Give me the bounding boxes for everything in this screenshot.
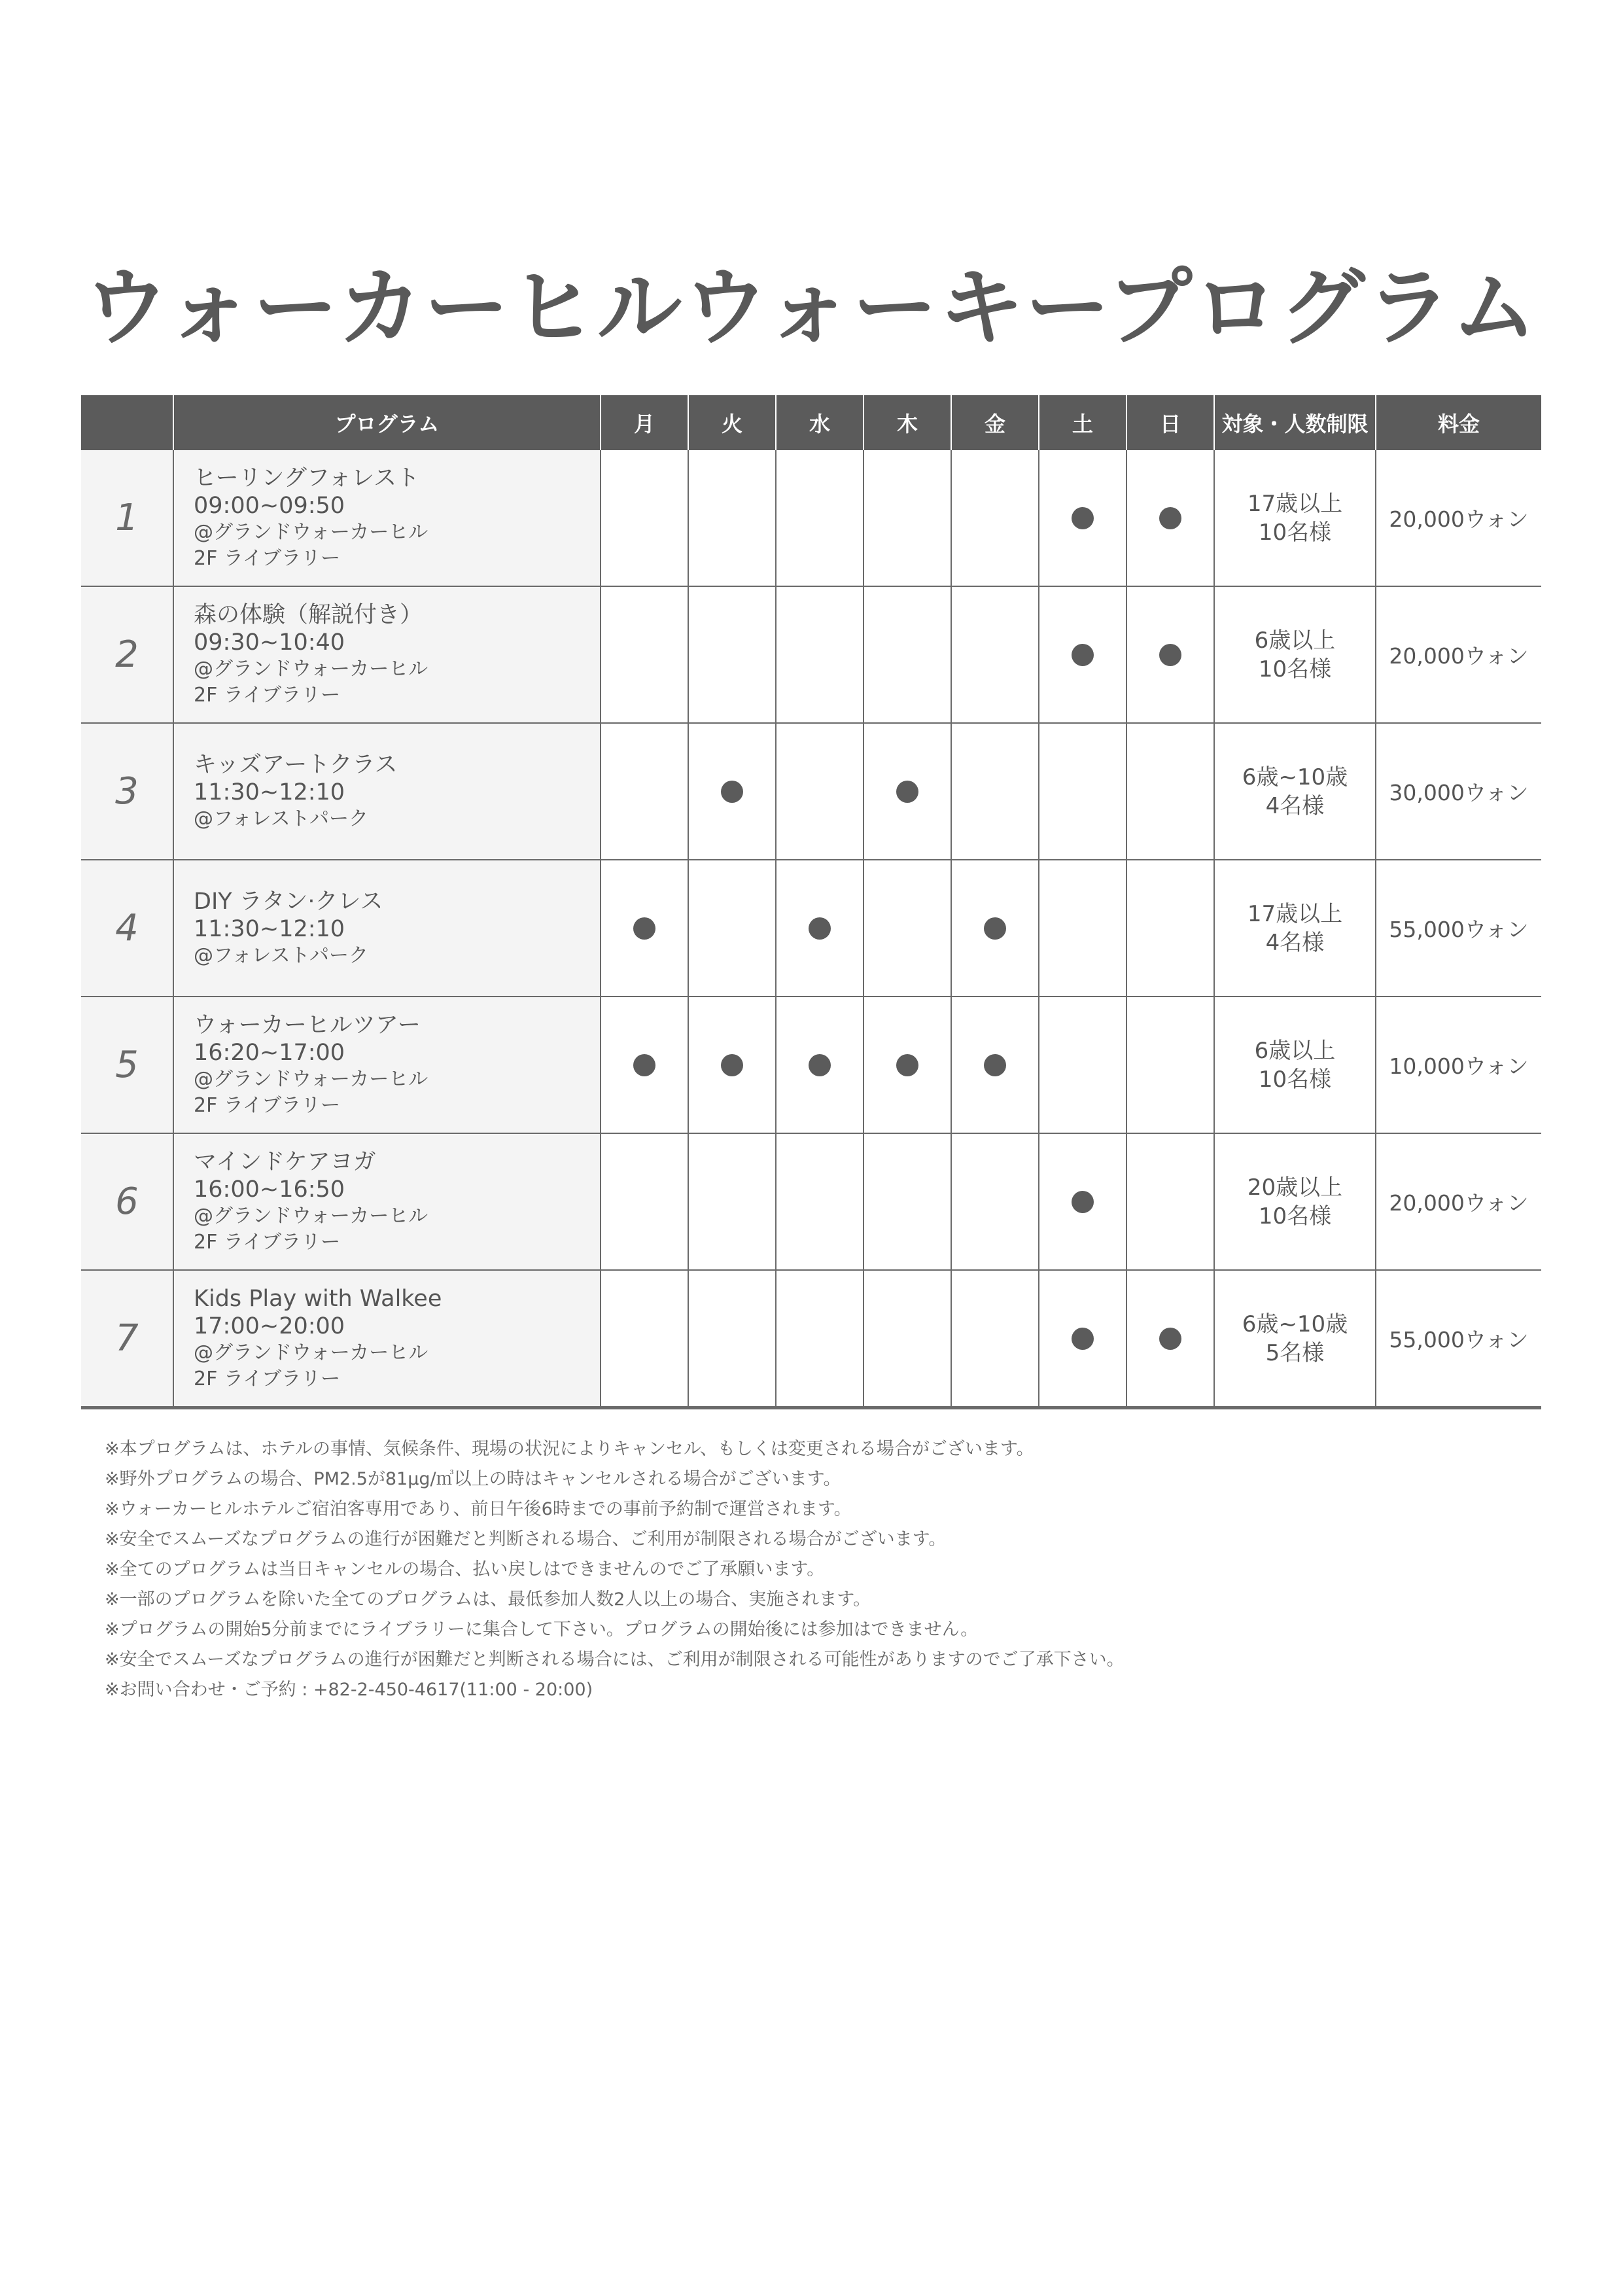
program-location: @フォレストパーク bbox=[194, 944, 368, 967]
day-cell-thu bbox=[864, 860, 951, 997]
note-item: ※安全でスムーズなプログラムの進行が困難だと判断される場合、ご利用が制限される場合がございます。 bbox=[105, 1529, 947, 1549]
program-location: 2F ライブラリー bbox=[194, 1230, 341, 1254]
program-cell bbox=[173, 450, 601, 586]
day-cell-sat bbox=[1039, 586, 1126, 723]
program-time: 11:30~12:10 bbox=[194, 779, 345, 805]
day-cell-thu bbox=[864, 450, 951, 586]
price-cell: 20,000ウォン bbox=[1376, 1133, 1541, 1270]
program-location: 2F ライブラリー bbox=[194, 683, 341, 707]
table-row bbox=[81, 1133, 1541, 1270]
program-cell bbox=[173, 723, 601, 860]
note-item: ※ウォーカーヒルホテルご宿泊客専用であり、前日午後6時までの事前予約制で運営されます。 bbox=[105, 1499, 852, 1519]
target-capacity: 10名様 bbox=[1258, 1066, 1332, 1093]
table-row bbox=[81, 723, 1541, 860]
day-cell-mon bbox=[601, 997, 688, 1133]
program-time: 09:30~10:40 bbox=[194, 629, 345, 656]
program-location: @グランドウォーカーヒル bbox=[194, 1067, 428, 1091]
available-dot-icon bbox=[633, 917, 655, 940]
program-cell bbox=[173, 1270, 601, 1408]
day-cell-tue bbox=[688, 450, 776, 586]
program-name: マインドケアヨガ bbox=[194, 1148, 376, 1175]
available-dot-icon bbox=[984, 1054, 1006, 1076]
day-cell-sun bbox=[1126, 723, 1214, 860]
program-name: Kids Play with Walkee bbox=[194, 1285, 442, 1312]
day-cell-sat bbox=[1039, 723, 1126, 860]
target-age: 6歳~10歳 bbox=[1242, 1311, 1348, 1337]
price-cell: 30,000ウォン bbox=[1376, 723, 1541, 860]
day-cell-sun bbox=[1126, 1133, 1214, 1270]
available-dot-icon bbox=[721, 1054, 743, 1076]
program-time: 16:20~17:00 bbox=[194, 1039, 345, 1066]
target-capacity: 10名様 bbox=[1258, 656, 1332, 682]
day-cell-thu bbox=[864, 586, 951, 723]
day-cell-tue bbox=[688, 860, 776, 997]
header-day-tue: 火 bbox=[688, 395, 776, 450]
available-dot-icon bbox=[1072, 644, 1094, 666]
row-number: 3 bbox=[81, 723, 173, 860]
day-cell-sat bbox=[1039, 1133, 1126, 1270]
target-capacity: 5名様 bbox=[1265, 1339, 1325, 1366]
day-cell-thu bbox=[864, 997, 951, 1133]
day-cell-thu bbox=[864, 1133, 951, 1270]
day-cell-sun bbox=[1126, 997, 1214, 1133]
program-name: DIY ラタン·クレス bbox=[194, 888, 383, 915]
program-cell bbox=[173, 860, 601, 997]
day-cell-sun bbox=[1126, 450, 1214, 586]
day-cell-fri bbox=[951, 586, 1039, 723]
available-dot-icon bbox=[1159, 644, 1181, 666]
page-title: ウォーカーヒルウォーキープログラム bbox=[84, 258, 1539, 357]
header-day-sun: 日 bbox=[1126, 395, 1214, 450]
price-cell: 20,000ウォン bbox=[1376, 586, 1541, 723]
day-cell-wed bbox=[776, 860, 864, 997]
program-location: @グランドウォーカーヒル bbox=[194, 520, 428, 544]
available-dot-icon bbox=[1072, 1191, 1094, 1213]
note-item: ※プログラムの開始5分前までにライブラリーに集合して下さい。プログラムの開始後には参加はできません。 bbox=[105, 1619, 979, 1640]
program-time: 17:00~20:00 bbox=[194, 1313, 345, 1339]
day-cell-thu bbox=[864, 1270, 951, 1408]
row-number: 5 bbox=[81, 997, 173, 1133]
day-cell-sun bbox=[1126, 1270, 1214, 1408]
day-cell-mon bbox=[601, 1270, 688, 1408]
available-dot-icon bbox=[633, 1054, 655, 1076]
program-location: @グランドウォーカーヒル bbox=[194, 1204, 428, 1227]
price-cell: 20,000ウォン bbox=[1376, 450, 1541, 586]
program-time: 11:30~12:10 bbox=[194, 915, 345, 942]
day-cell-mon bbox=[601, 723, 688, 860]
header-day-thu: 木 bbox=[864, 395, 951, 450]
day-cell-mon bbox=[601, 860, 688, 997]
program-name: ヒーリングフォレスト bbox=[194, 465, 420, 491]
table-row bbox=[81, 860, 1541, 997]
price-cell: 10,000ウォン bbox=[1376, 997, 1541, 1133]
target-age: 20歳以上 bbox=[1247, 1174, 1343, 1201]
day-cell-sat bbox=[1039, 450, 1126, 586]
program-location: @グランドウォーカーヒル bbox=[194, 657, 428, 680]
notes-list bbox=[105, 1434, 1125, 1705]
day-cell-fri bbox=[951, 997, 1039, 1133]
program-location: 2F ライブラリー bbox=[194, 1367, 341, 1390]
day-cell-tue bbox=[688, 997, 776, 1133]
day-cell-tue bbox=[688, 723, 776, 860]
day-cell-mon bbox=[601, 586, 688, 723]
program-schedule-table bbox=[81, 395, 1541, 1409]
target-cell bbox=[1214, 997, 1376, 1133]
available-dot-icon bbox=[809, 1054, 831, 1076]
target-cell bbox=[1214, 1133, 1376, 1270]
note-item: ※一部のプログラムを除いた全てのプログラムは、最低参加人数2人以上の場合、実施されます。 bbox=[105, 1589, 871, 1610]
row-number: 7 bbox=[81, 1270, 173, 1408]
available-dot-icon bbox=[896, 781, 918, 803]
target-age: 6歳以上 bbox=[1254, 1037, 1336, 1064]
available-dot-icon bbox=[896, 1054, 918, 1076]
program-name: ウォーカーヒルツアー bbox=[194, 1012, 421, 1038]
program-cell bbox=[173, 997, 601, 1133]
target-age: 6歳以上 bbox=[1254, 627, 1336, 654]
table-header-row bbox=[81, 395, 1541, 450]
day-cell-tue bbox=[688, 586, 776, 723]
row-number: 6 bbox=[81, 1133, 173, 1270]
price-cell: 55,000ウォン bbox=[1376, 1270, 1541, 1408]
note-item: ※本プログラムは、ホテルの事情、気候条件、現場の状況によりキャンセル、もしくは変更される場合がございます。 bbox=[105, 1439, 1034, 1459]
day-cell-wed bbox=[776, 997, 864, 1133]
target-age: 17歳以上 bbox=[1247, 490, 1343, 517]
day-cell-tue bbox=[688, 1133, 776, 1270]
target-age: 17歳以上 bbox=[1247, 900, 1343, 927]
program-location: @フォレストパーク bbox=[194, 807, 368, 830]
day-cell-sat bbox=[1039, 1270, 1126, 1408]
available-dot-icon bbox=[809, 917, 831, 940]
header-price: 料金 bbox=[1376, 395, 1541, 450]
day-cell-sun bbox=[1126, 860, 1214, 997]
program-cell bbox=[173, 586, 601, 723]
header-target: 対象・人数制限 bbox=[1214, 395, 1376, 450]
note-item: ※全てのプログラムは当日キャンセルの場合、払い戻しはできませんのでご了承願います。 bbox=[105, 1559, 825, 1580]
day-cell-mon bbox=[601, 450, 688, 586]
target-cell bbox=[1214, 586, 1376, 723]
program-location: 2F ライブラリー bbox=[194, 1093, 341, 1117]
target-capacity: 4名様 bbox=[1265, 929, 1325, 956]
day-cell-thu bbox=[864, 723, 951, 860]
program-name: キッズアートクラス bbox=[194, 751, 398, 778]
row-number: 1 bbox=[81, 450, 173, 586]
program-time: 16:00~16:50 bbox=[194, 1176, 345, 1203]
available-dot-icon bbox=[1072, 507, 1094, 529]
day-cell-tue bbox=[688, 1270, 776, 1408]
table-row bbox=[81, 997, 1541, 1133]
note-item: ※お問い合わせ・ご予約 : +82-2-450-4617(11:00 - 20:00) bbox=[105, 1680, 593, 1700]
available-dot-icon bbox=[984, 917, 1006, 940]
program-time: 09:00~09:50 bbox=[194, 492, 345, 519]
day-cell-fri bbox=[951, 1270, 1039, 1408]
day-cell-fri bbox=[951, 1133, 1039, 1270]
day-cell-sun bbox=[1126, 586, 1214, 723]
table-body bbox=[81, 450, 1541, 1408]
day-cell-mon bbox=[601, 1133, 688, 1270]
header-day-sat: 土 bbox=[1039, 395, 1126, 450]
row-number: 4 bbox=[81, 860, 173, 997]
program-location: 2F ライブラリー bbox=[194, 546, 341, 570]
note-item: ※野外プログラムの場合、PM2.5が81μg/㎥以上の時はキャンセルされる場合がございます。 bbox=[105, 1469, 841, 1489]
day-cell-fri bbox=[951, 450, 1039, 586]
price-cell: 55,000ウォン bbox=[1376, 860, 1541, 997]
header-number bbox=[81, 395, 173, 450]
target-cell bbox=[1214, 450, 1376, 586]
target-capacity: 10名様 bbox=[1258, 519, 1332, 546]
target-capacity: 4名様 bbox=[1265, 792, 1325, 819]
target-cell bbox=[1214, 860, 1376, 997]
row-number: 2 bbox=[81, 586, 173, 723]
target-capacity: 10名様 bbox=[1258, 1203, 1332, 1229]
day-cell-fri bbox=[951, 860, 1039, 997]
header-day-fri: 金 bbox=[951, 395, 1039, 450]
target-cell bbox=[1214, 1270, 1376, 1408]
program-name: 森の体験（解説付き） bbox=[194, 601, 423, 628]
table-row bbox=[81, 1270, 1541, 1408]
available-dot-icon bbox=[1072, 1328, 1094, 1350]
header-day-mon: 月 bbox=[601, 395, 688, 450]
header-day-wed: 水 bbox=[776, 395, 864, 450]
day-cell-sat bbox=[1039, 997, 1126, 1133]
day-cell-sat bbox=[1039, 860, 1126, 997]
target-age: 6歳~10歳 bbox=[1242, 764, 1348, 790]
day-cell-wed bbox=[776, 1133, 864, 1270]
program-cell bbox=[173, 1133, 601, 1270]
available-dot-icon bbox=[1159, 1328, 1181, 1350]
day-cell-wed bbox=[776, 723, 864, 860]
day-cell-wed bbox=[776, 1270, 864, 1408]
program-location: @グランドウォーカーヒル bbox=[194, 1341, 428, 1364]
available-dot-icon bbox=[721, 781, 743, 803]
header-program: プログラム bbox=[173, 395, 601, 450]
day-cell-wed bbox=[776, 586, 864, 723]
day-cell-wed bbox=[776, 450, 864, 586]
table-row bbox=[81, 450, 1541, 586]
note-item: ※安全でスムーズなプログラムの進行が困難だと判断される場合には、ご利用が制限される可能性がありますのでご了承下さい。 bbox=[105, 1650, 1125, 1670]
day-cell-fri bbox=[951, 723, 1039, 860]
available-dot-icon bbox=[1159, 507, 1181, 529]
table-row bbox=[81, 586, 1541, 723]
target-cell bbox=[1214, 723, 1376, 860]
